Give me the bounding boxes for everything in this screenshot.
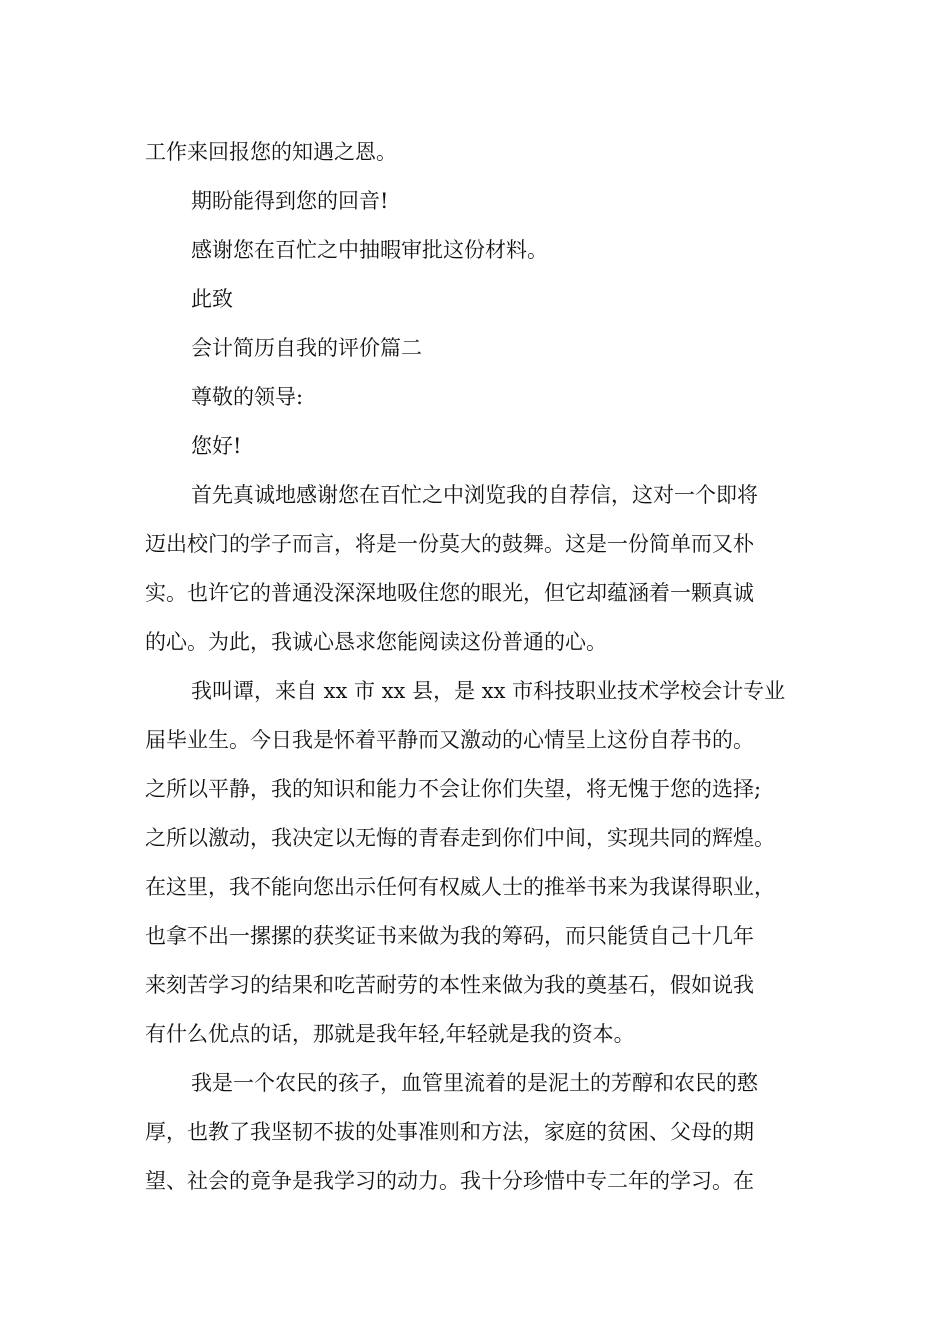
greeting: 您好!	[191, 434, 242, 458]
text-line: 厚，也教了我坚韧不拔的处事准则和方法，家庭的贫困、父母的期	[145, 1120, 754, 1144]
text-line: 工作来回报您的知遇之恩。	[145, 140, 397, 164]
text-line: 在这里，我不能向您出示任何有权威人士的推举书来为我谋得职业，	[145, 875, 775, 899]
text-line: 迈出校门的学子而言，将是一份莫大的鼓舞。这是一份简单而又朴	[145, 532, 754, 556]
text-line: 来刻苦学习的结果和吃苦耐劳的本性来做为我的奠基石，假如说我	[145, 973, 754, 997]
text-line: 望、社会的竟争是我学习的动力。我十分珍惜中专二年的学习。在	[145, 1169, 754, 1193]
text-line: 之所以激动，我决定以无悔的青春走到你们中间，实现共同的辉煌。	[145, 826, 775, 850]
text-line: 我是一个农民的孩子，血管里流着的是泥土的芳醇和农民的憨	[191, 1071, 758, 1095]
text-line: 有什么优点的话，那就是我年轻,年轻就是我的资本。	[145, 1022, 635, 1046]
salutation: 尊敬的领导:	[191, 385, 304, 409]
text-line: 期盼能得到您的回音!	[191, 189, 389, 213]
text-line: 实。也许它的普通没深深地吸住您的眼光，但它却蕴涵着一颗真诚	[145, 581, 754, 605]
text-line: 感谢您在百忙之中抽暇审批这份材料。	[191, 238, 548, 262]
section-heading: 会计简历自我的评价篇二	[191, 336, 422, 360]
document-body	[145, 128, 825, 1206]
text-line: 也拿不出一摞摞的获奖证书来做为我的筹码，而只能赁自己十几年	[145, 924, 754, 948]
text-line: 此致	[191, 287, 233, 311]
text-line: 之所以平静，我的知识和能力不会让你们失望，将无愧于您的选择;	[145, 777, 762, 801]
text-line: 届毕业生。今日我是怀着平静而又激动的心情呈上这份自荐书的。	[145, 728, 754, 752]
text-line: 的心。为此，我诚心恳求您能阅读这份普通的心。	[145, 630, 607, 654]
text-line: 我叫谭，来自 xx 市 xx 县，是 xx 市科技职业技术学校会计专业	[191, 679, 786, 703]
text-line: 首先真诚地感谢您在百忙之中浏览我的自荐信，这对一个即将	[191, 483, 758, 507]
